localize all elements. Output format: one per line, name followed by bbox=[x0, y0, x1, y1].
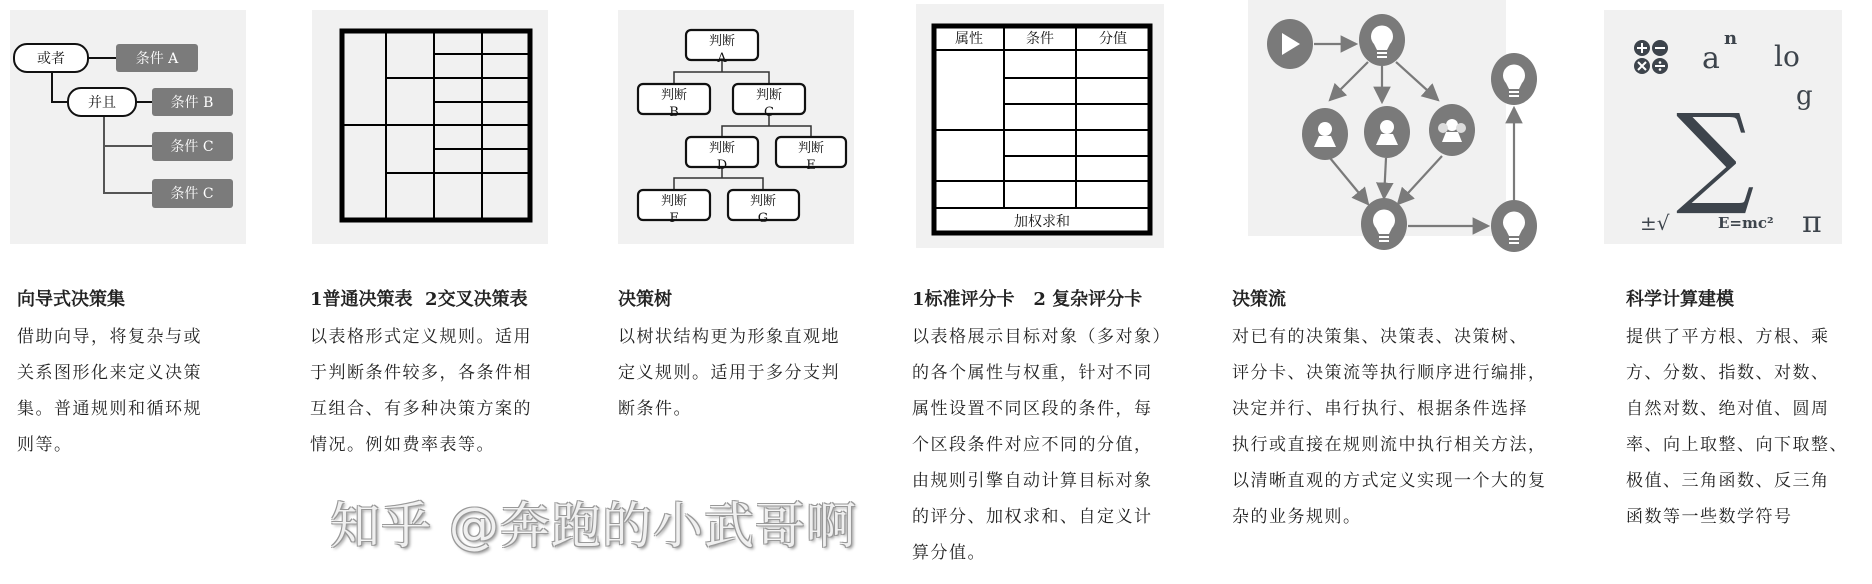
description-line: 以清晰直观的方式定义实现一个大的复 bbox=[1232, 471, 1547, 491]
condition-a: 条件 A bbox=[135, 51, 179, 67]
description-line: 情况。例如费率表等。 bbox=[310, 435, 495, 455]
description-line: 方、分数、指数、对数、 bbox=[1626, 363, 1830, 383]
column-title: 决策流 bbox=[1232, 289, 1286, 310]
log-symbol: lo bbox=[1774, 40, 1800, 73]
description-line: 互组合、有多种决策方案的 bbox=[310, 399, 532, 419]
lightbulb-icon bbox=[1359, 14, 1405, 66]
decision-set-diagram bbox=[10, 10, 246, 244]
description-line: 的评分、加权求和、自定义计 bbox=[912, 507, 1153, 527]
column-scorecard bbox=[912, 286, 1171, 571]
column-math-modeling bbox=[1626, 286, 1848, 535]
description-line: 自然对数、绝对值、圆周 bbox=[1626, 399, 1830, 419]
tree-node-c: C bbox=[764, 105, 774, 120]
condition-b: 条件 B bbox=[170, 95, 214, 111]
power-symbol-base: a bbox=[1702, 41, 1720, 76]
description-line: 评分卡、决策流等执行顺序进行编排， bbox=[1232, 363, 1547, 383]
condition-c: 条件 C bbox=[170, 139, 214, 155]
header-attribute: 属性 bbox=[955, 31, 983, 47]
description-line: 以表格展示目标对象（多对象） bbox=[912, 327, 1171, 347]
description-line: 决定并行、串行执行、根据条件选择 bbox=[1232, 399, 1528, 419]
weighted-sum-label: 加权求和 bbox=[1014, 214, 1070, 230]
column-title: 决策树 bbox=[618, 289, 672, 310]
decision-tree-diagram bbox=[618, 10, 854, 244]
description-line: 由规则引擎自动计算目标对象 bbox=[912, 471, 1153, 491]
column-decision-table bbox=[310, 286, 532, 463]
tree-node-e: E bbox=[806, 158, 816, 173]
header-condition: 条件 bbox=[1026, 31, 1054, 47]
decision-table-diagram bbox=[312, 10, 548, 244]
person-icon bbox=[1302, 108, 1348, 160]
description-line: 于判断条件较多，各条件相 bbox=[310, 363, 532, 383]
description-line: 定义规则。适用于多分支判 bbox=[618, 363, 840, 383]
description-line: 杂的业务规则。 bbox=[1232, 507, 1362, 527]
tree-node-f: F bbox=[669, 211, 679, 226]
tree-node-b: B bbox=[669, 105, 679, 120]
watermark: 知乎 @奔跑的小武哥啊 bbox=[330, 497, 857, 555]
description-line: 集。普通规则和循环规 bbox=[17, 399, 202, 419]
description-line: 借助向导，将复杂与或 bbox=[17, 327, 202, 347]
column-title: 向导式决策集 bbox=[17, 289, 125, 310]
column-decision-set bbox=[17, 286, 202, 463]
column-title: 科学计算建模 bbox=[1626, 289, 1734, 310]
emc2-formula: E=mc² bbox=[1718, 214, 1774, 232]
sigma-symbol: ∑ bbox=[1676, 90, 1755, 218]
pi-symbol: π bbox=[1802, 205, 1822, 240]
description-line: 以树状结构更为形象直观地 bbox=[618, 327, 840, 347]
tree-node-label: 判断 bbox=[660, 88, 688, 103]
lightbulb-icon bbox=[1491, 53, 1537, 105]
lightbulb-icon bbox=[1361, 198, 1407, 250]
tree-node-g: G bbox=[757, 211, 769, 226]
description-line: 关系图形化来定义决策 bbox=[17, 363, 202, 383]
description-line: 执行或直接在规则流中执行相关方法， bbox=[1232, 435, 1547, 455]
or-node: 或者 bbox=[37, 51, 65, 67]
scorecard-diagram bbox=[916, 4, 1164, 248]
description-line: 个区段条件对应不同的分值， bbox=[912, 435, 1153, 455]
power-symbol-exp: n bbox=[1724, 28, 1738, 49]
description-line: 则等。 bbox=[17, 435, 73, 455]
log-symbol-g: g bbox=[1796, 81, 1813, 111]
plus-minus-sqrt-symbol: ±√ bbox=[1640, 211, 1670, 235]
tree-node-label: 判断 bbox=[708, 34, 736, 49]
column-title: 1普通决策表 2交叉决策表 bbox=[310, 289, 528, 310]
description-line: 率、向上取整、向下取整、 bbox=[1626, 435, 1848, 455]
description-line: 算分值。 bbox=[912, 543, 986, 563]
lightbulb-icon bbox=[1491, 200, 1537, 252]
group-icon bbox=[1429, 104, 1475, 156]
tree-node-label: 判断 bbox=[749, 194, 777, 209]
tree-node-a: A bbox=[717, 51, 727, 66]
and-node: 并且 bbox=[88, 95, 116, 111]
header-score: 分值 bbox=[1099, 31, 1127, 47]
decision-flow-diagram bbox=[1248, 0, 1558, 256]
description-line: 对已有的决策集、决策表、决策树、 bbox=[1232, 327, 1528, 347]
tree-node-label: 判断 bbox=[797, 141, 825, 156]
description-line: 函数等一些数学符号 bbox=[1626, 507, 1793, 527]
tree-node-label: 判断 bbox=[708, 141, 736, 156]
description-line: 提供了平方根、方根、乘 bbox=[1626, 327, 1830, 347]
tree-node-label: 判断 bbox=[755, 88, 783, 103]
description-line: 的各个属性与权重，针对不同 bbox=[912, 363, 1153, 383]
tree-node-label: 判断 bbox=[660, 194, 688, 209]
condition-c: 条件 C bbox=[170, 186, 214, 202]
description-line: 极值、三角函数、反三角 bbox=[1626, 471, 1830, 491]
math-modeling-diagram bbox=[1604, 10, 1842, 244]
description-line: 属性设置不同区段的条件，每 bbox=[912, 399, 1153, 419]
person-icon bbox=[1364, 106, 1410, 158]
column-decision-tree bbox=[618, 286, 840, 427]
column-title: 1标准评分卡 2 复杂评分卡 bbox=[912, 289, 1143, 310]
column-decision-flow bbox=[1232, 286, 1547, 535]
description-line: 断条件。 bbox=[618, 399, 692, 419]
tree-node-d: D bbox=[716, 158, 728, 173]
description-line: 以表格形式定义规则。适用 bbox=[310, 327, 532, 347]
play-icon bbox=[1267, 19, 1313, 69]
